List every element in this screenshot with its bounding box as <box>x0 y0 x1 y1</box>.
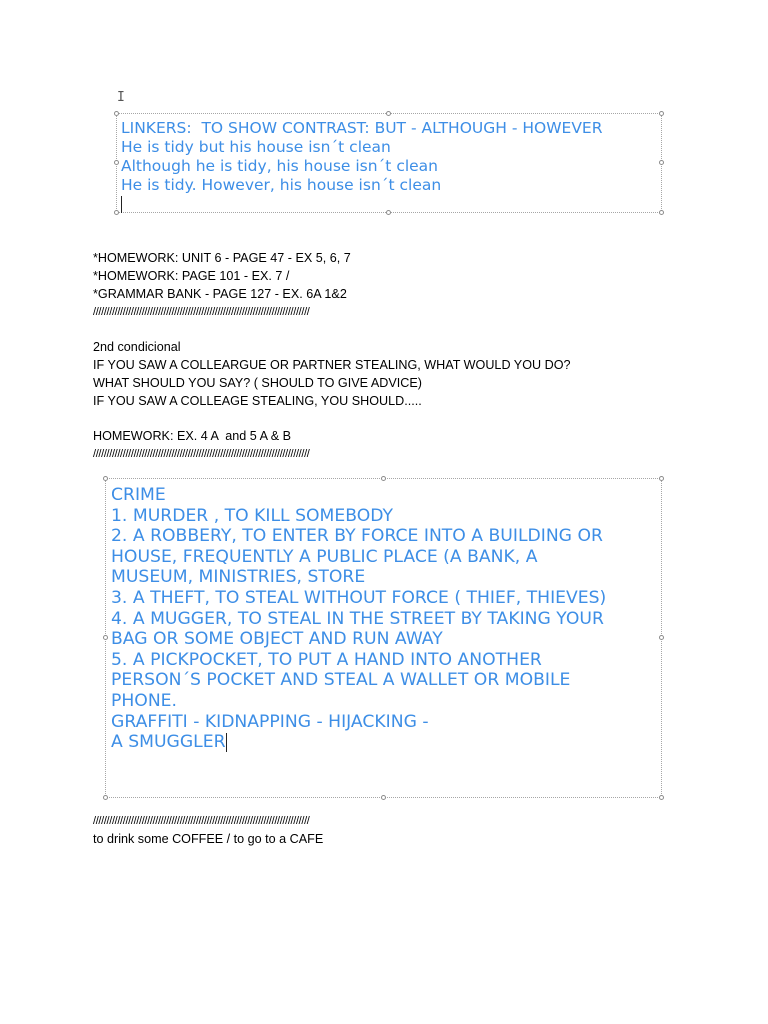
separator-line: //////////////////////////////////////////////////////////////////////////////// <box>93 306 310 318</box>
resize-handle-icon[interactable] <box>659 795 664 800</box>
crime-line: PERSON´S POCKET AND STEAL A WALLET OR MOBILE <box>111 670 571 691</box>
crime-text-box[interactable] <box>105 478 662 798</box>
resize-handle-icon[interactable] <box>114 111 119 116</box>
resize-handle-icon[interactable] <box>103 635 108 640</box>
resize-handle-icon[interactable] <box>659 635 664 640</box>
resize-handle-icon[interactable] <box>103 476 108 481</box>
crime-text <box>111 485 606 753</box>
homework-line-2: HOMEWORK: EX. 4 A and 5 A & B <box>93 429 292 443</box>
separator-line: //////////////////////////////////////////////////////////////////////////////// <box>93 815 310 827</box>
linkers-example: Although he is tidy, his house isn´t clean <box>121 157 439 175</box>
crime-line: PHONE. <box>111 690 177 711</box>
conditional-line: IF YOU SAW A COLLEAGE STEALING, YOU SHOULD..... <box>93 394 422 408</box>
crime-line: A SMUGGLER <box>111 732 226 753</box>
resize-handle-icon[interactable] <box>381 476 386 481</box>
crime-line: MUSEUM, MINISTRIES, STORE <box>111 567 366 588</box>
resize-handle-icon[interactable] <box>659 476 664 481</box>
crime-line: GRAFFITI - KIDNAPPING - HIJACKING - <box>111 711 429 732</box>
crime-line: 2. A ROBBERY, TO ENTER BY FORCE INTO A BUILDING OR <box>111 526 603 547</box>
conditional-line: WHAT SHOULD YOU SAY? ( SHOULD TO GIVE ADVICE) <box>93 376 422 390</box>
caret <box>226 733 227 752</box>
linkers-example: He is tidy. However, his house isn´t clean <box>121 176 442 194</box>
linkers-text-box[interactable] <box>116 113 662 213</box>
conditional-line: IF YOU SAW A COLLEARGUE OR PARTNER STEALING, WHAT WOULD YOU DO? <box>93 358 571 372</box>
separator-line: //////////////////////////////////////////////////////////////////////////////// <box>93 448 310 460</box>
resize-handle-icon[interactable] <box>114 160 119 165</box>
resize-handle-icon[interactable] <box>103 795 108 800</box>
homework-line: *GRAMMAR BANK - PAGE 127 - EX. 6A 1&2 <box>93 287 347 301</box>
homework-line: *HOMEWORK: PAGE 101 - EX. 7 / <box>93 269 290 283</box>
resize-handle-icon[interactable] <box>381 795 386 800</box>
text-cursor-icon: I <box>117 90 125 105</box>
crime-heading: CRIME <box>111 485 166 505</box>
caret <box>121 196 122 213</box>
homework-line: *HOMEWORK: UNIT 6 - PAGE 47 - EX 5, 6, 7 <box>93 251 351 265</box>
linkers-heading: LINKERS: TO SHOW CONTRAST: BUT - ALTHOUGH - HOWEVER <box>121 119 603 137</box>
conditional-heading: 2nd condicional <box>93 340 181 354</box>
crime-line: 5. A PICKPOCKET, TO PUT A HAND INTO ANOTHER <box>111 649 542 670</box>
crime-line: 4. A MUGGER, TO STEAL IN THE STREET BY TAKING YOUR <box>111 608 604 629</box>
resize-handle-icon[interactable] <box>659 210 664 215</box>
resize-handle-icon[interactable] <box>386 111 391 116</box>
crime-line: HOUSE, FREQUENTLY A PUBLIC PLACE (A BANK, A <box>111 546 538 567</box>
crime-line: BAG OR SOME OBJECT AND RUN AWAY <box>111 629 443 650</box>
resize-handle-icon[interactable] <box>659 111 664 116</box>
resize-handle-icon[interactable] <box>114 210 119 215</box>
crime-line: 1. MURDER , TO KILL SOMEBODY <box>111 505 394 526</box>
final-line: to drink some COFFEE / to go to a CAFE <box>93 832 324 846</box>
linkers-example: He is tidy but his house isn´t clean <box>121 138 391 156</box>
resize-handle-icon[interactable] <box>659 160 664 165</box>
linkers-text <box>121 119 603 214</box>
crime-line: 3. A THEFT, TO STEAL WITHOUT FORCE ( THIEF, THIEVES) <box>111 587 607 608</box>
